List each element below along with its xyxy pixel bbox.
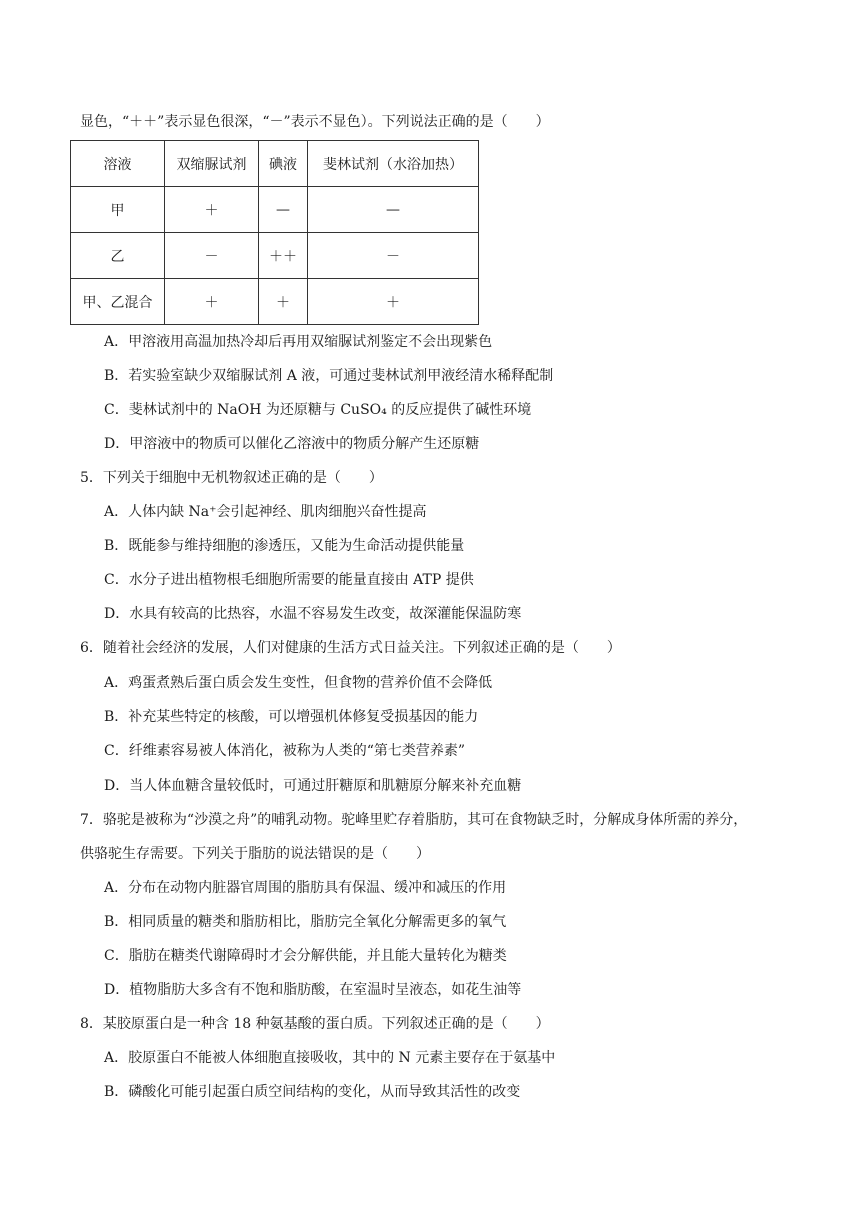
- table-cell: ＋: [165, 187, 259, 233]
- table-row: [71, 279, 479, 325]
- table-header-row: [71, 141, 479, 187]
- table-row: [71, 187, 479, 233]
- q6-option-d: D．当人体血糖含量较低时，可通过肝糖原和肌糖原分解来补充血糖: [104, 778, 522, 794]
- q8-option-a: A．胶原蛋白不能被人体细胞直接吸收，其中的 N 元素主要存在于氨基中: [104, 1050, 556, 1066]
- table-header-cell: 斐林试剂（水浴加热）: [308, 141, 479, 187]
- q7-option-b: B．相同质量的糖类和脂肪相比，脂肪完全氧化分解需更多的氧气: [104, 914, 507, 930]
- q4-option-a: A．甲溶液用高温加热冷却后再用双缩脲试剂鉴定不会出现紫色: [104, 334, 493, 350]
- q4-option-b: B．若实验室缺少双缩脲试剂 A 液，可通过斐林试剂甲液经清水稀释配制: [104, 368, 554, 384]
- table-cell: ＋＋: [259, 233, 308, 279]
- q4-option-d: D．甲溶液中的物质可以催化乙溶液中的物质分解产生还原糖: [104, 436, 480, 452]
- q5-option-b: B．既能参与维持细胞的渗透压，又能为生命活动提供能量: [104, 538, 465, 554]
- table-cell: 甲: [71, 187, 165, 233]
- table-cell: ＋: [308, 279, 479, 325]
- table-row: [71, 233, 479, 279]
- table-cell: —: [308, 187, 479, 233]
- q5-stem: 5．下列关于细胞中无机物叙述正确的是（ ）: [80, 470, 383, 486]
- table-header-cell: 溶液: [71, 141, 165, 187]
- q4-option-c: C．斐林试剂中的 NaOH 为还原糖与 CuSO₄ 的反应提供了碱性环境: [104, 402, 532, 418]
- table-cell: 乙: [71, 233, 165, 279]
- q6-stem: 6．随着社会经济的发展，人们对健康的生活方式日益关注。下列叙述正确的是（ ）: [80, 640, 621, 656]
- q7-stem-line-1: 7．骆驼是被称为“沙漠之舟”的哺乳动物。驼峰里贮存着脂肪，其可在食物缺乏时，分解成身体所需的养分，: [80, 812, 748, 828]
- table-cell: —: [259, 187, 308, 233]
- q6-option-c: C．纤维素容易被人体消化，被称为人类的“第七类营养素”: [104, 743, 466, 759]
- table-cell: －: [165, 233, 259, 279]
- q5-option-d: D．水具有较高的比热容，水温不容易发生改变，故深灌能保温防寒: [104, 606, 522, 622]
- q6-option-a: A．鸡蛋煮熟后蛋白质会发生变性，但食物的营养价值不会降低: [104, 675, 493, 691]
- q7-option-d: D．植物脂肪大多含有不饱和脂肪酸，在室温时呈液态，如花生油等: [104, 982, 522, 998]
- q8-stem: 8．某胶原蛋白是一种含 18 种氨基酸的蛋白质。下列叙述正确的是（ ）: [80, 1016, 550, 1032]
- table-cell: ＋: [165, 279, 259, 325]
- table-cell: －: [308, 233, 479, 279]
- q5-option-c: C．水分子进出植物根毛细胞所需要的能量直接由 ATP 提供: [104, 572, 474, 588]
- reagent-result-table: [70, 140, 479, 325]
- q6-option-b: B．补充某些特定的核酸，可以增强机体修复受损基因的能力: [104, 709, 479, 725]
- q8-option-b: B．磷酸化可能引起蛋白质空间结构的变化，从而导致其活性的改变: [104, 1084, 521, 1100]
- q7-option-a: A．分布在动物内脏器官周围的脂肪具有保温、缓冲和减压的作用: [104, 880, 507, 896]
- table-header-cell: 碘液: [259, 141, 308, 187]
- table-cell: ＋: [259, 279, 308, 325]
- q5-option-a: A．人体内缺 Na⁺会引起神经、肌肉细胞兴奋性提高: [104, 504, 427, 520]
- q7-stem-line-2: 供骆驼生存需要。下列关于脂肪的说法错误的是（ ）: [80, 846, 430, 862]
- table-cell: 甲、乙混合: [71, 279, 165, 325]
- question-4-stem-tail: 显色，“＋＋”表示显色很深，“－”表示不显色）。下列说法正确的是（ ）: [80, 114, 550, 130]
- q7-option-c: C．脂肪在糖类代谢障碍时才会分解供能，并且能大量转化为糖类: [104, 948, 507, 964]
- table-header-cell: 双缩脲试剂: [165, 141, 259, 187]
